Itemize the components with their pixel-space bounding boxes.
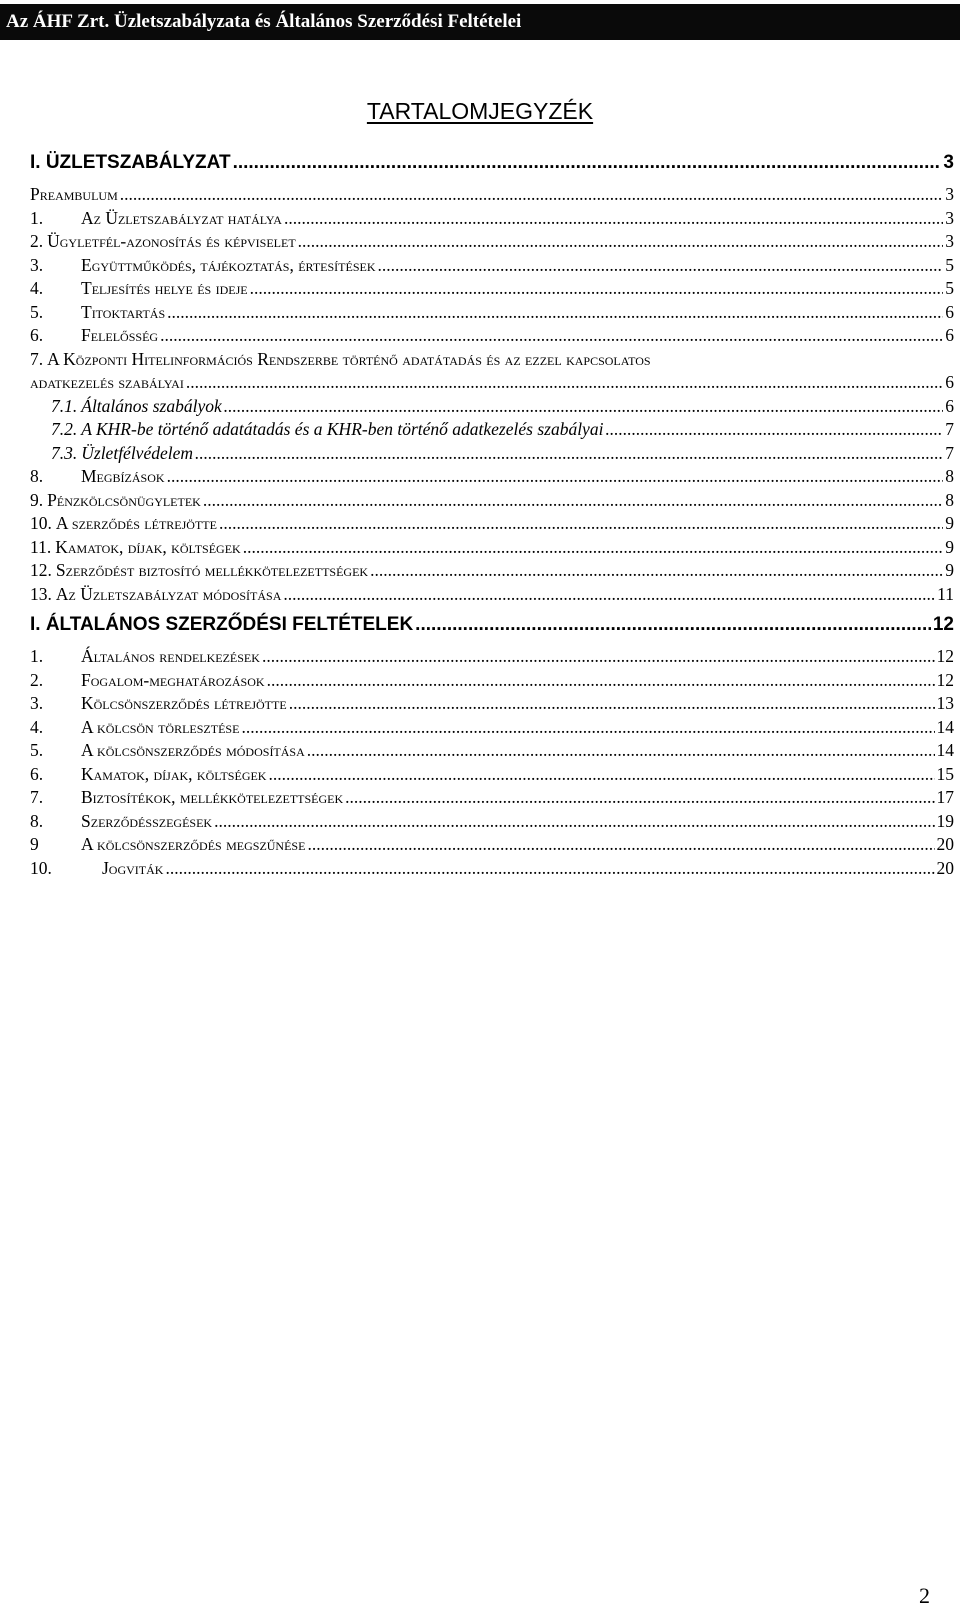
- toc-page-number: 6: [945, 325, 954, 345]
- dot-leader: [283, 583, 935, 607]
- toc-entry-number: 7.: [30, 348, 44, 369]
- toc-entry-label: Teljesítés helye és ideje: [81, 278, 248, 298]
- toc-entry[interactable]: [30, 559, 954, 583]
- toc-page-number: 3: [945, 184, 954, 204]
- toc-entry-label: Kamatok, díjak, költségek: [81, 763, 267, 784]
- toc-entry-number: 4.: [30, 716, 44, 737]
- toc-page-number: 6: [945, 395, 954, 416]
- toc-entry-number: 8.: [30, 466, 44, 486]
- toc-entry-khr-continuation[interactable]: [30, 371, 954, 395]
- toc-entry-number: 2.: [30, 231, 44, 251]
- toc-entry-label: Megbízások: [81, 466, 165, 486]
- toc-entry[interactable]: [30, 254, 954, 278]
- toc-entry-label: Pénzkölcsönügyletek: [47, 489, 201, 510]
- toc-entry-number: 2.: [30, 669, 44, 690]
- dot-leader: [241, 716, 934, 740]
- toc-entry-label: Szerződésszegések: [81, 810, 213, 831]
- toc-entry[interactable]: [30, 489, 954, 513]
- toc-page-number: 11: [937, 583, 954, 604]
- toc-part-1[interactable]: [30, 150, 954, 176]
- toc-entry-label: Kamatok, díjak, költségek: [55, 536, 241, 557]
- toc-page-number: 20: [936, 834, 954, 854]
- toc-entry[interactable]: [30, 692, 954, 716]
- dot-leader: [268, 763, 934, 787]
- toc-entry-number: 8.: [30, 810, 44, 831]
- toc-page-number: 6: [945, 301, 954, 322]
- dot-leader: [415, 612, 931, 638]
- toc-part-label: I. ÁLTALÁNOS SZERZŐDÉSI FELTÉTELEK: [30, 614, 414, 635]
- toc-entry-label: Általános rendelkezések: [81, 646, 260, 666]
- toc-subentry[interactable]: [30, 442, 954, 466]
- toc-entry-number: 6.: [30, 325, 44, 345]
- toc-entry-label: Az Üzletszabályzat módosítása: [55, 583, 282, 604]
- toc-page-number: 15: [936, 763, 954, 784]
- toc-entry-label-continuation: adatkezelés szabályai: [30, 372, 184, 392]
- dot-leader: [165, 857, 934, 881]
- toc-title: TARTALOMJEGYZÉK: [366, 98, 594, 124]
- dot-leader: [250, 277, 944, 301]
- toc-entry-number: 1.: [30, 646, 44, 666]
- toc-part-label: I. ÜZLETSZABÁLYZAT: [30, 152, 231, 173]
- toc-entry-number: 13.: [30, 583, 52, 604]
- dot-leader: [284, 207, 943, 231]
- dot-leader: [219, 512, 943, 536]
- toc-page-number: 14: [936, 740, 954, 760]
- toc-page-number: 12: [936, 646, 954, 666]
- dot-leader: [262, 645, 935, 669]
- dot-leader: [224, 395, 944, 419]
- dot-leader: [307, 833, 934, 857]
- toc-entry-label: Fogalom-meghatározások: [81, 669, 265, 690]
- toc-entry-label: Ügyletfél-azonosítás és képviselet: [47, 231, 296, 251]
- dot-leader: [186, 371, 943, 395]
- running-header: Az ÁHF Zrt. Üzletszabályzata és Általános Szerződési Feltételei: [0, 4, 960, 40]
- toc-entry-preambulum[interactable]: [30, 183, 954, 207]
- toc-entry[interactable]: [30, 857, 954, 881]
- toc-page-number: 7: [945, 442, 954, 463]
- toc-entry[interactable]: [30, 230, 954, 254]
- toc-entry-number: 11.: [30, 536, 52, 557]
- dot-leader: [167, 465, 944, 489]
- toc-entry-number: 4.: [30, 278, 44, 298]
- toc-entry-number: 7.3.: [51, 442, 78, 463]
- toc-entry-label: A szerződés létrejötte: [55, 513, 217, 533]
- toc-entry-label: A kölcsönszerződés megszűnése: [81, 834, 306, 854]
- toc-entry-label: Üzletfélvédelem: [81, 442, 194, 463]
- toc-entry-number: 7.: [30, 787, 44, 807]
- toc-entry-number: 3.: [30, 693, 44, 713]
- toc-entry[interactable]: [30, 645, 954, 669]
- toc-entry[interactable]: [30, 583, 954, 607]
- dot-leader: [160, 324, 943, 348]
- toc-entry-number: 1.: [30, 207, 44, 228]
- toc-entry-label: Biztosítékok, mellékkötelezettségek: [81, 787, 344, 807]
- toc-part-2[interactable]: [30, 612, 954, 638]
- toc-page-number: 6: [945, 372, 954, 392]
- dot-leader: [605, 418, 943, 442]
- toc-entry-number: 10.: [30, 513, 52, 533]
- toc-entry[interactable]: [30, 810, 954, 834]
- dot-leader: [298, 230, 944, 254]
- toc-page-number: 3: [943, 152, 954, 173]
- dot-leader: [214, 810, 934, 834]
- toc-page-number: 5: [945, 254, 954, 275]
- dot-leader: [267, 669, 935, 693]
- toc-page-number: 14: [936, 716, 954, 737]
- toc-entry[interactable]: [30, 465, 954, 489]
- toc-entry-label: A kölcsönszerződés módosítása: [81, 740, 305, 760]
- toc-entry-khr-first-line[interactable]: [30, 348, 954, 372]
- toc-page-number: 9: [945, 560, 954, 580]
- toc-entry-number: 9: [30, 834, 39, 854]
- dot-leader: [120, 183, 944, 207]
- toc-entry[interactable]: [30, 669, 954, 693]
- dot-leader: [307, 739, 935, 763]
- dot-leader: [243, 536, 944, 560]
- toc-entry[interactable]: [30, 739, 954, 763]
- toc-entry-number: 10.: [30, 857, 52, 878]
- toc-page-number: 17: [936, 787, 954, 807]
- toc-entry-number: 12.: [30, 560, 52, 580]
- dot-leader: [195, 442, 943, 466]
- toc-entry-label: Preambulum: [30, 184, 118, 204]
- toc-entry-number: 3.: [30, 254, 44, 275]
- toc-page-number: 12: [932, 614, 954, 635]
- toc-entry-label: Általános szabályok: [81, 395, 222, 416]
- toc-page-number: 12: [936, 669, 954, 690]
- dot-leader: [233, 150, 942, 176]
- toc-page-number: 5: [945, 278, 954, 298]
- toc-entry[interactable]: [30, 786, 954, 810]
- toc-entry-label: Felelősség: [81, 325, 159, 345]
- toc-entry[interactable]: [30, 301, 954, 325]
- toc-entry-label: Titoktartás: [81, 301, 166, 322]
- toc-subentry[interactable]: [30, 395, 954, 419]
- toc-entry-label: A kölcsön törlesztése: [81, 716, 240, 737]
- toc-entry[interactable]: [30, 716, 954, 740]
- table-of-contents: [30, 150, 954, 880]
- toc-page-number: 8: [945, 466, 954, 486]
- toc-page-number: 9: [945, 513, 954, 533]
- toc-entry-number: 7.2.: [51, 419, 78, 439]
- toc-entry-label: Szerződést biztosító mellékkötelezettségek: [55, 560, 369, 580]
- toc-entry-number: 5.: [30, 301, 44, 322]
- toc-page-number: 19: [936, 810, 954, 831]
- dot-leader: [370, 559, 943, 583]
- toc-entry[interactable]: [30, 207, 954, 231]
- toc-entry[interactable]: [30, 763, 954, 787]
- toc-page-number: 3: [945, 231, 954, 251]
- dot-leader: [378, 254, 944, 278]
- dot-leader: [203, 489, 943, 513]
- toc-entry-label: Kölcsönszerződés létrejötte: [81, 693, 287, 713]
- toc-page-number: 8: [945, 489, 954, 510]
- toc-entry-number: 5.: [30, 740, 44, 760]
- toc-entry[interactable]: [30, 324, 954, 348]
- toc-entry-number: 7.1.: [51, 395, 78, 416]
- toc-page-number: 3: [945, 207, 954, 228]
- dot-leader: [345, 786, 934, 810]
- toc-entry-label: A KHR-be történő adatátadás és a KHR-ben történő adatkezelés szabályai: [81, 419, 604, 439]
- page-number: 2: [919, 1583, 930, 1608]
- toc-entry-label: A Központi Hitelinformációs Rendszerbe történő adatátadás és az ezzel kapcsolatos: [47, 348, 651, 369]
- toc-entry-label: Együttműködés, tájékoztatás, értesítések: [81, 254, 376, 275]
- toc-entry-number: 9.: [30, 489, 44, 510]
- toc-entry[interactable]: [30, 277, 954, 301]
- toc-page-number: 7: [945, 419, 954, 439]
- toc-entry-number: 6.: [30, 763, 44, 784]
- toc-page-number: 9: [945, 536, 954, 557]
- dot-leader: [167, 301, 943, 325]
- toc-entry[interactable]: [30, 536, 954, 560]
- toc-page-number: 20: [936, 857, 954, 878]
- toc-page-number: 13: [936, 693, 954, 713]
- toc-entry-label: Jogviták: [102, 857, 164, 878]
- dot-leader: [289, 692, 935, 716]
- toc-entry[interactable]: [30, 833, 954, 857]
- toc-subentry[interactable]: [30, 418, 954, 442]
- toc-entry-label: Az Üzletszabályzat hatálya: [81, 207, 282, 228]
- toc-entry[interactable]: [30, 512, 954, 536]
